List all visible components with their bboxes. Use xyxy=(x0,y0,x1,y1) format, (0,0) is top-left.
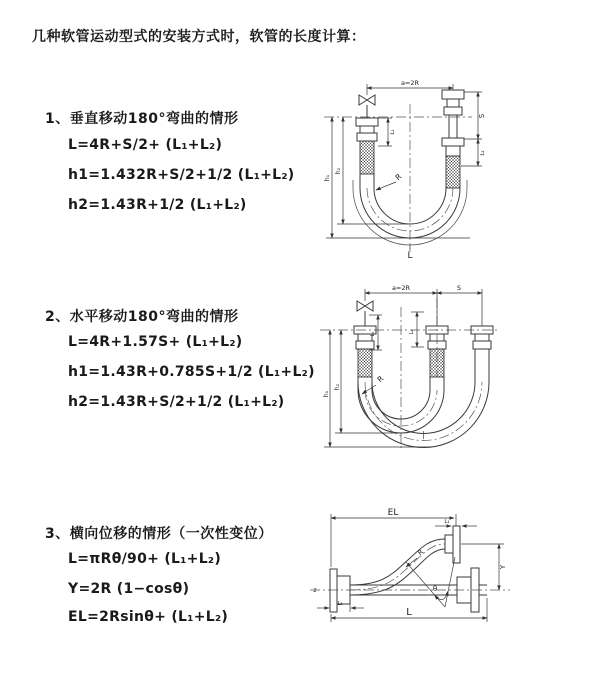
section-3-formula-el: EL=2Rsinθ+ (L₁+L₂) xyxy=(68,609,229,625)
page-title: 几种软管运动型式的安装方式时，软管的长度计算： xyxy=(32,29,366,45)
diagram-lateral-displacement xyxy=(305,505,590,655)
length-label: L xyxy=(406,607,412,618)
pipe-and-fittings xyxy=(354,301,493,349)
dim-label-l1: L₁ xyxy=(390,129,396,135)
valve-icon xyxy=(359,95,375,105)
diagram-horizontal-180-bend xyxy=(312,282,588,457)
dim-label-l2: L₂ xyxy=(337,601,343,607)
dimension-lines xyxy=(324,289,482,447)
section-2-formula-h1: h1=1.43R+0.785S+1/2 (L₁+L₂) xyxy=(68,364,315,380)
centerline-mark: z xyxy=(313,587,317,594)
dim-label-h1: h₁ xyxy=(323,390,330,398)
dim-label-a2r: a=2R xyxy=(400,79,420,87)
section-1-heading: 1、垂直移动180°弯曲的情形 xyxy=(45,111,239,127)
radius-label: R xyxy=(393,171,404,183)
valve-icon xyxy=(357,301,373,311)
radius-label: R xyxy=(416,547,426,558)
dim-label-l2: L₂ xyxy=(409,329,415,335)
hoses xyxy=(350,539,457,595)
dim-label-s: S xyxy=(456,284,462,292)
section-1-formula-h2: h2=1.43R+1/2 (L₁+L₂) xyxy=(68,197,247,213)
section-3-heading: 3、横向位移的情形（一次性变位） xyxy=(45,526,273,542)
dim-label-l1: L₁ xyxy=(370,331,376,337)
section-1-formula-h1: h1=1.432R+S/2+1/2 (L₁+L₂) xyxy=(68,167,295,183)
angle-construction xyxy=(406,557,455,607)
dim-label-y: Y xyxy=(499,564,507,570)
flanges-and-fittings xyxy=(330,526,487,612)
section-2-formula-h2: h2=1.43R+S/2+1/2 (L₁+L₂) xyxy=(68,394,285,410)
section-2-formula-l: L=4R+1.57S+ (L₁+L₂) xyxy=(68,334,243,350)
section-2-heading: 2、水平移动180°弯曲的情形 xyxy=(45,309,239,325)
dim-label-l1: L₁ xyxy=(444,519,450,525)
radius-label: R xyxy=(375,373,386,385)
dim-label-h2: h₂ xyxy=(334,383,341,391)
section-1-formula-l: L=4R+S/2+ (L₁+L₂) xyxy=(68,137,223,153)
diagram-vertical-180-bend xyxy=(312,76,588,260)
dim-label-h1: h₁ xyxy=(324,174,331,182)
length-label: L xyxy=(407,251,413,261)
angle-theta-label: θ xyxy=(432,585,438,593)
dim-label-el: EL xyxy=(387,508,399,518)
centerlines xyxy=(320,298,500,450)
dim-label-h2: h₂ xyxy=(335,167,342,175)
dim-label-l2: L₂ xyxy=(480,150,486,156)
dim-label-s: S xyxy=(478,113,486,119)
section-3-formula-y: Y=2R (1−cosθ) xyxy=(68,581,190,597)
dim-label-a2r: a=2R xyxy=(391,284,411,292)
section-3-formula-l: L=πRθ/90+ (L₁+L₂) xyxy=(68,551,222,567)
